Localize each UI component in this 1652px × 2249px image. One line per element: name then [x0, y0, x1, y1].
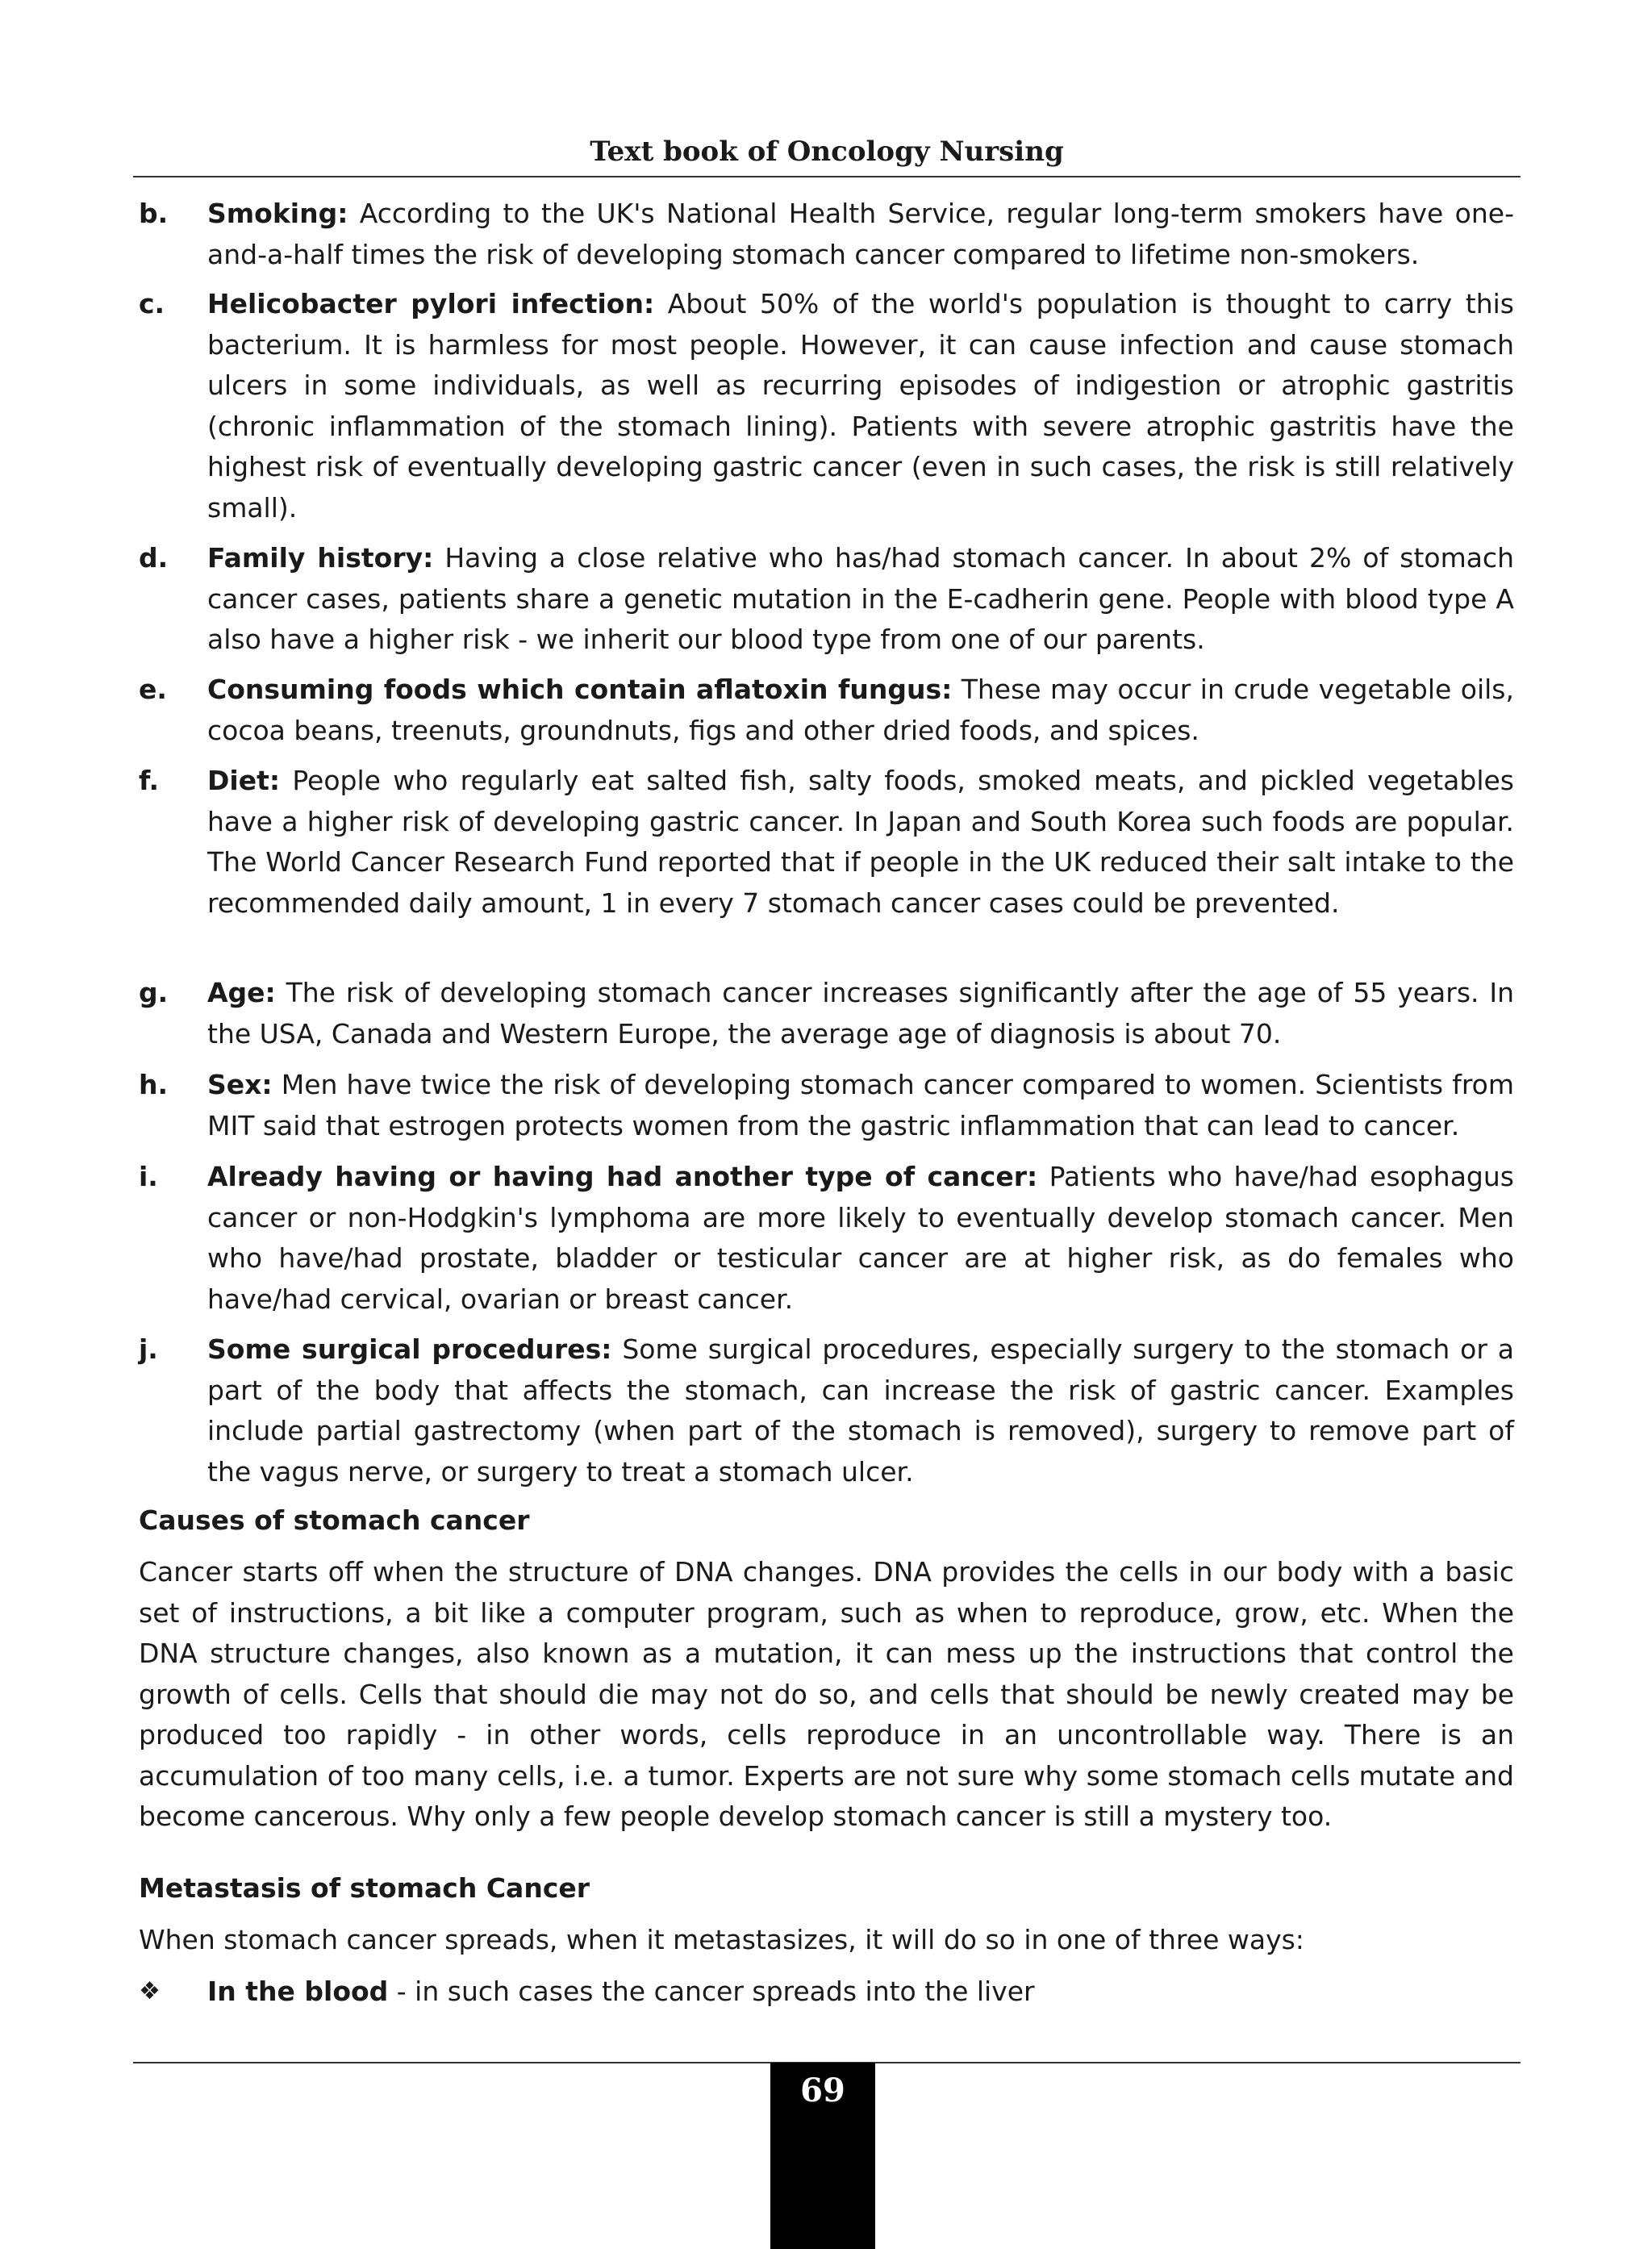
list-letter: g.	[139, 977, 169, 1008]
item-title: Diet:	[207, 765, 281, 796]
list-letter: j.	[139, 1333, 158, 1365]
item-body: The risk of developing stomach cancer increases significantly after the age of 55 years. In the USA, Canada and Western Europe, the average age of diagnosis is about 70.	[207, 977, 1514, 1049]
list-letter: d.	[139, 542, 169, 574]
item-body: According to the UK's National Health Service, regular long-term smokers have one-and-a-half times the risk of developing stomach cancer compared to lifetime non-smokers.	[207, 198, 1514, 270]
item-body: Some surgical procedures, especially surgery to the stomach or a part of the body that affects the stomach, can increase the risk of gastric cancer. Examples include partial gastrectomy (when part of the stomach is removed), surgery to remove part of the vagus nerve, or surgery to treat a stomach ulcer.	[207, 1333, 1514, 1488]
page-number: 69	[800, 2072, 845, 2109]
list-letter: h.	[139, 1069, 169, 1100]
item-title: Family history:	[207, 542, 434, 574]
diamond-bullet-icon: ❖	[139, 1977, 161, 2005]
header-rule	[133, 176, 1521, 177]
causes-paragraph: Cancer starts off when the structure of DNA changes. DNA provides the cells in our body with a basic set of instructions, a bit like a computer program, such as when to reproduce, grow, etc. When the DNA structure changes, also known as a mutation, it can mess up the instructions that control the growth of cells. Cells that should die may not do so, and cells that should be newly created may be produced too rapidly - in other words, cells reproduce in an uncontrollable way. There is an accumulation of too many cells, i.e. a tumor. Experts are not sure why some stomach cells mutate and become cancerous. Why only a few people develop stomach cancer is still a mystery too.	[139, 1556, 1514, 1832]
item-title: Smoking:	[207, 198, 348, 229]
list-item-aflatoxin	[139, 670, 1514, 751]
list-letter: b.	[139, 198, 169, 229]
item-title: Age:	[207, 977, 276, 1008]
list-item-age	[139, 973, 1514, 1054]
causes-heading: Causes of stomach cancer	[139, 1504, 530, 1536]
bullet-title: In the blood	[207, 1976, 389, 2007]
list-item-smoking	[139, 194, 1514, 275]
item-body: These may occur in crude vegetable oils, cocoa beans, treenuts, groundnuts, figs and other dried foods, and spices.	[207, 674, 1514, 746]
list-item-helicobacter	[139, 284, 1514, 528]
list-item-surgical-procedures	[139, 1329, 1514, 1492]
item-body: Men have twice the risk of developing stomach cancer compared to women. Scientists from MIT said that estrogen protects women from the gastric inflammation that can lead to cancer.	[207, 1069, 1514, 1141]
list-item-family-history	[139, 538, 1514, 661]
bullet-body: - in such cases the cancer spreads into the liver	[388, 1976, 1035, 2007]
running-header: Text book of Oncology Nursing	[590, 136, 1064, 168]
list-letter: e.	[139, 674, 167, 705]
list-letter: f.	[139, 765, 160, 796]
list-item-other-cancer	[139, 1157, 1514, 1320]
bullet-blood	[139, 1972, 1514, 2012]
item-body: People who regularly eat salted fish, salty foods, smoked meats, and pickled vegetables have a higher risk of developing gastric cancer. In Japan and South Korea such foods are popular. The World Cancer Research Fund reported that if people in the UK reduced their salt intake to the recommended daily amount, 1 in every 7 stomach cancer cases could be prevented.	[207, 765, 1514, 919]
item-title: Helicobacter pylori infection:	[207, 288, 655, 319]
item-body: About 50% of the world's population is thought to carry this bacterium. It is harmless for most people. However, it can cause infection and cause stomach ulcers in some individuals, as well as recurring episodes of indigestion or atrophic gastritis (chronic inflammation of the stomach lining). Patients with severe atrophic gastritis have the highest risk of eventually developing gastric cancer (even in such cases, the risk is still relatively small).	[207, 288, 1514, 524]
item-title: Sex:	[207, 1069, 273, 1100]
list-letter: c.	[139, 288, 165, 319]
item-body: Having a close relative who has/had stomach cancer. In about 2% of stomach cancer cases, patients share a genetic mutation in the E-cadherin gene. People with blood type A also have a higher risk - we inherit our blood type from one of our parents.	[207, 542, 1514, 655]
metastasis-heading: Metastasis of stomach Cancer	[139, 1872, 590, 1904]
item-title: Some surgical procedures:	[207, 1333, 612, 1365]
item-title: Already having or having had another type of cancer:	[207, 1161, 1038, 1192]
list-item-sex	[139, 1065, 1514, 1146]
item-body: Patients who have/had esophagus cancer or non-Hodgkin's lymphoma are more likely to eventually develop stomach cancer. Men who have/had prostate, bladder or testicular cancer are at higher risk, as do females who have/had cervical, ovarian or breast cancer.	[207, 1161, 1514, 1315]
metastasis-intro: When stomach cancer spreads, when it metastasizes, it will do so in one of three ways:	[139, 1924, 1304, 1955]
list-letter: i.	[139, 1161, 158, 1192]
list-item-diet	[139, 761, 1514, 924]
item-title: Consuming foods which contain aflatoxin fungus:	[207, 674, 953, 705]
